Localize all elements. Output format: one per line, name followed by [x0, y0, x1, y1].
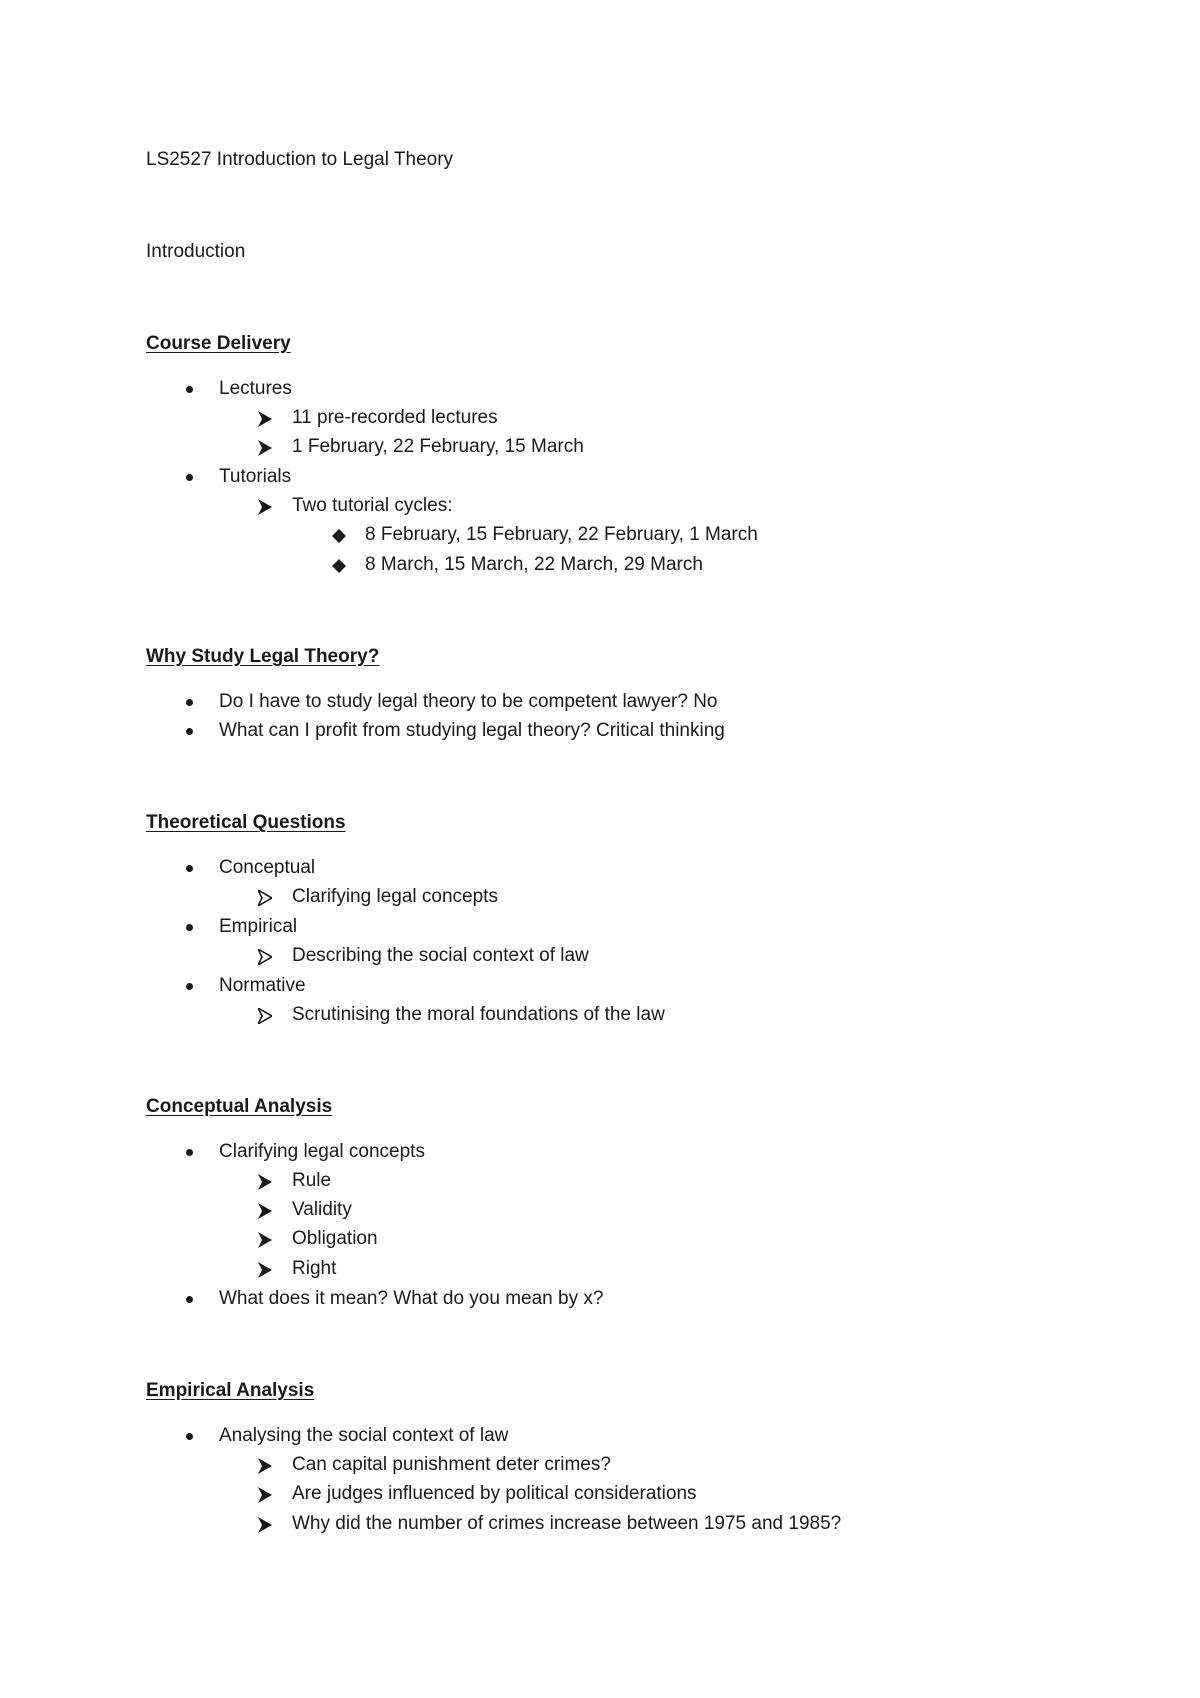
- document-subtitle: Introduction: [146, 241, 246, 262]
- list-item: Describing the social context of law: [292, 945, 589, 966]
- list-item: Conceptual: [219, 857, 316, 878]
- list-item: 1 February, 22 February, 15 March: [292, 436, 584, 457]
- heading-theoretical-questions: Theoretical Questions: [146, 812, 346, 833]
- list-item: Lectures: [219, 378, 292, 399]
- list-item: Analysing the social context of law: [219, 1425, 509, 1446]
- arrow-bullet-icon: [258, 1008, 272, 1024]
- heading-course-delivery: Course Delivery: [146, 333, 291, 354]
- arrow-bullet-icon: [258, 949, 272, 965]
- list-item: Normative: [219, 975, 306, 996]
- arrow-bullet-icon: [258, 440, 272, 456]
- list-item: What can I profit from studying legal theory? Critical thinking: [219, 720, 725, 741]
- list-item: Can capital punishment deter crimes?: [292, 1454, 611, 1475]
- list-item: Empirical: [219, 916, 298, 937]
- bullet-dot-icon: [186, 386, 193, 393]
- list-item: Do I have to study legal theory to be competent lawyer? No: [219, 691, 718, 712]
- bullet-dot-icon: [186, 1149, 193, 1156]
- bullet-dot-icon: [186, 1296, 193, 1303]
- diamond-bullet-icon: [332, 559, 346, 573]
- bullet-dot-icon: [186, 474, 193, 481]
- heading-conceptual-analysis: Conceptual Analysis: [146, 1096, 333, 1117]
- arrow-bullet-icon: [258, 1487, 272, 1503]
- arrow-bullet-icon: [258, 499, 272, 515]
- bullet-dot-icon: [186, 865, 193, 872]
- list-item: Obligation: [292, 1228, 378, 1249]
- list-item: Two tutorial cycles:: [292, 495, 453, 516]
- arrow-bullet-icon: [258, 1262, 272, 1278]
- list-item: Scrutinising the moral foundations of the law: [292, 1004, 665, 1025]
- list-item: Right: [292, 1258, 337, 1279]
- arrow-bullet-icon: [258, 1458, 272, 1474]
- list-item: Tutorials: [219, 466, 292, 487]
- bullet-dot-icon: [186, 983, 193, 990]
- list-item: Clarifying legal concepts: [292, 886, 498, 907]
- arrow-bullet-icon: [258, 1517, 272, 1533]
- list-item: 8 February, 15 February, 22 February, 1 March: [365, 524, 758, 545]
- list-item: Are judges influenced by political considerations: [292, 1483, 697, 1504]
- bullet-dot-icon: [186, 728, 193, 735]
- list-item: Why did the number of crimes increase between 1975 and 1985?: [292, 1513, 842, 1534]
- list-item: Validity: [292, 1199, 352, 1220]
- arrow-bullet-icon: [258, 1232, 272, 1248]
- list-item: 11 pre-recorded lectures: [292, 407, 498, 428]
- arrow-bullet-icon: [258, 1174, 272, 1190]
- arrow-bullet-icon: [258, 1203, 272, 1219]
- diamond-bullet-icon: [332, 529, 346, 543]
- list-item: Rule: [292, 1170, 332, 1191]
- bullet-dot-icon: [186, 699, 193, 706]
- arrow-bullet-icon: [258, 411, 272, 427]
- document-title: LS2527 Introduction to Legal Theory: [146, 149, 454, 170]
- list-item: What does it mean? What do you mean by x?: [219, 1288, 604, 1309]
- bullet-dot-icon: [186, 1433, 193, 1440]
- arrow-bullet-icon: [258, 890, 272, 906]
- heading-empirical-analysis: Empirical Analysis: [146, 1380, 315, 1401]
- heading-why-study: Why Study Legal Theory?: [146, 646, 380, 667]
- list-item: 8 March, 15 March, 22 March, 29 March: [365, 554, 703, 575]
- bullet-dot-icon: [186, 924, 193, 931]
- list-item: Clarifying legal concepts: [219, 1141, 425, 1162]
